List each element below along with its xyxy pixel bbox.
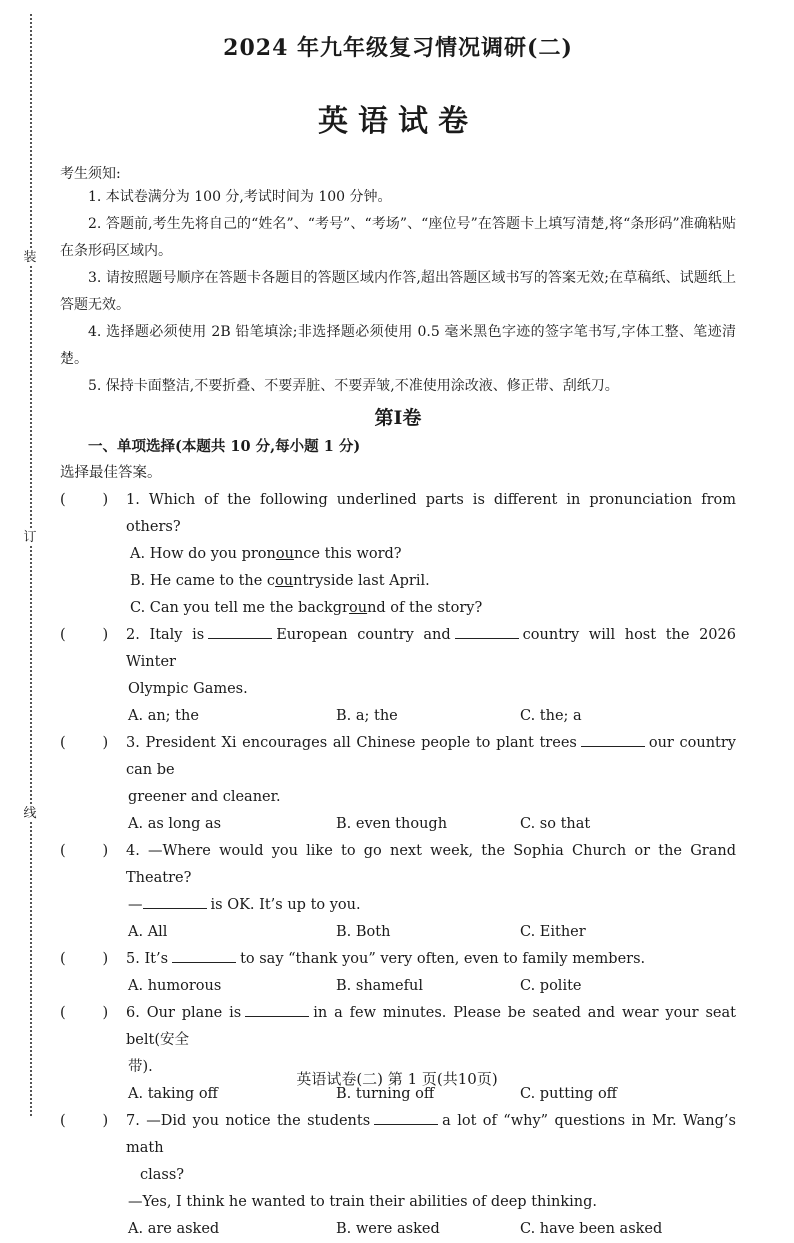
option-a: A. How do you pronounce this word? [130,546,402,562]
answer-paren[interactable]: ( ) [60,1113,109,1129]
option-c: C. polite [520,978,582,994]
question-stem: 4. —Where would you like to go next week, the Sophia Church or the Grand Theatre? [126,843,736,886]
option-c: C. have been asked [520,1221,663,1237]
option-b: B. a; the [336,708,398,724]
gutter-char-ding: 订 [20,530,40,546]
option-c: C. so that [520,816,591,832]
option-a: A. are asked [128,1221,220,1237]
exam-page [60,30,736,1243]
binding-line [30,14,32,1116]
question-stem: 3. President Xi encourages all Chinese people to plant trees our country can be [126,730,736,784]
notice-item-3: 3. 请按照题号顺序在答题卡各题目的答题区域内作答,超出答题区域书写的答案无效;在草稿纸、试题纸上答题无效。 [60,270,736,313]
underlined-part: ou [275,573,294,589]
blank [208,624,272,639]
question-stem-cont: 带). [128,1059,153,1075]
notice-item-5: 5. 保持卡面整洁,不要折叠、不要弄脏、不要弄皱,不准使用涂改液、修正带、刮纸刀。 [88,378,619,394]
option-b: B. turning off [336,1086,435,1102]
option-a: A. as long as [128,816,222,832]
notice-block [60,164,736,400]
option-c: C. Can you tell me the background of the story? [130,600,483,616]
option-a: A. taking off [128,1086,218,1102]
question-5 [60,946,736,1000]
notice-heading: 考生须知: [60,166,121,182]
blank [172,948,236,963]
option-b: B. were asked [336,1221,440,1237]
question-3 [60,730,736,838]
answer-paren[interactable]: ( ) [60,843,109,859]
question-stem-reply: —Yes, I think he wanted to train their abilities of deep thinking. [128,1194,597,1210]
gutter-char-xian: 线 [20,806,40,822]
blank [455,624,519,639]
options-row [60,919,736,946]
option-b: B. even though [336,816,448,832]
question-stem-cont: class? [140,1167,185,1183]
part-title: 一、单项选择(本题共 10 分,每小题 1 分) [88,438,361,455]
option-c: C. putting off [520,1086,617,1102]
paper-title: 英语试卷 [318,104,478,139]
option-a: A. humorous [128,978,222,994]
question-7 [60,1108,736,1243]
question-stem: 5. It’s to say “thank you” very often, even to family members. [126,946,736,973]
option-c: C. the; a [520,708,582,724]
option-b: B. Both [336,924,391,940]
options-row [60,811,736,838]
options-row [60,1216,736,1243]
answer-paren[interactable]: ( ) [60,951,109,967]
notice-item-1: 1. 本试卷满分为 100 分,考试时间为 100 分钟。 [88,189,392,205]
page-footer: 英语试卷(二) 第 1 页(共10页) [296,1070,498,1088]
question-6 [60,1000,736,1108]
section-title: 第Ⅰ卷 [374,407,422,429]
question-1 [60,487,736,622]
answer-paren[interactable]: ( ) [60,627,109,643]
question-stem-cont: — is OK. It’s up to you. [60,892,736,919]
question-stem-cont: greener and cleaner. [128,789,281,805]
exam-title: 2024 年九年级复习情况调研(二) [223,35,573,61]
underlined-part: ou [349,600,368,616]
option-c: C. Either [520,924,586,940]
answer-paren[interactable]: ( ) [60,492,109,508]
blank [143,894,207,909]
answer-paren[interactable]: ( ) [60,735,109,751]
question-stem-cont: Olympic Games. [128,681,248,697]
options-row [60,973,736,1000]
option-b: B. He came to the countryside last April. [130,573,430,589]
options-row [60,703,736,730]
question-stem: 6. Our plane is in a few minutes. Please be seated and wear your seat belt(安全 [126,1000,736,1054]
option-b: B. shameful [336,978,423,994]
question-2 [60,622,736,730]
question-stem: 2. Italy is European country and country will host the 2026 Winter [126,622,736,676]
question-stem: 7. —Did you notice the students a lot of “why” questions in Mr. Wang’s math [126,1108,736,1162]
notice-item-4: 4. 选择题必须使用 2B 铅笔填涂;非选择题必须使用 0.5 毫米黑色字迹的签字笔书写,字体工整、笔迹清楚。 [60,324,736,367]
blank [581,732,645,747]
notice-item-2: 2. 答题前,考生先将自己的“姓名”、“考号”、“考场”、“座位号”在答题卡上填写清楚,将“条形码”准确粘贴在条形码区域内。 [60,216,736,259]
underlined-part: ou [275,546,294,562]
blank [245,1002,309,1017]
question-4 [60,838,736,946]
gutter-char-zhuang: 装 [20,250,40,266]
option-a: A. an; the [128,708,199,724]
question-stem: 1. Which of the following underlined parts is different in pronunciation from others? [126,492,736,535]
blank [374,1110,438,1125]
part-instruction: 选择最佳答案。 [60,465,162,481]
answer-paren[interactable]: ( ) [60,1005,109,1021]
option-a: A. All [128,924,168,940]
